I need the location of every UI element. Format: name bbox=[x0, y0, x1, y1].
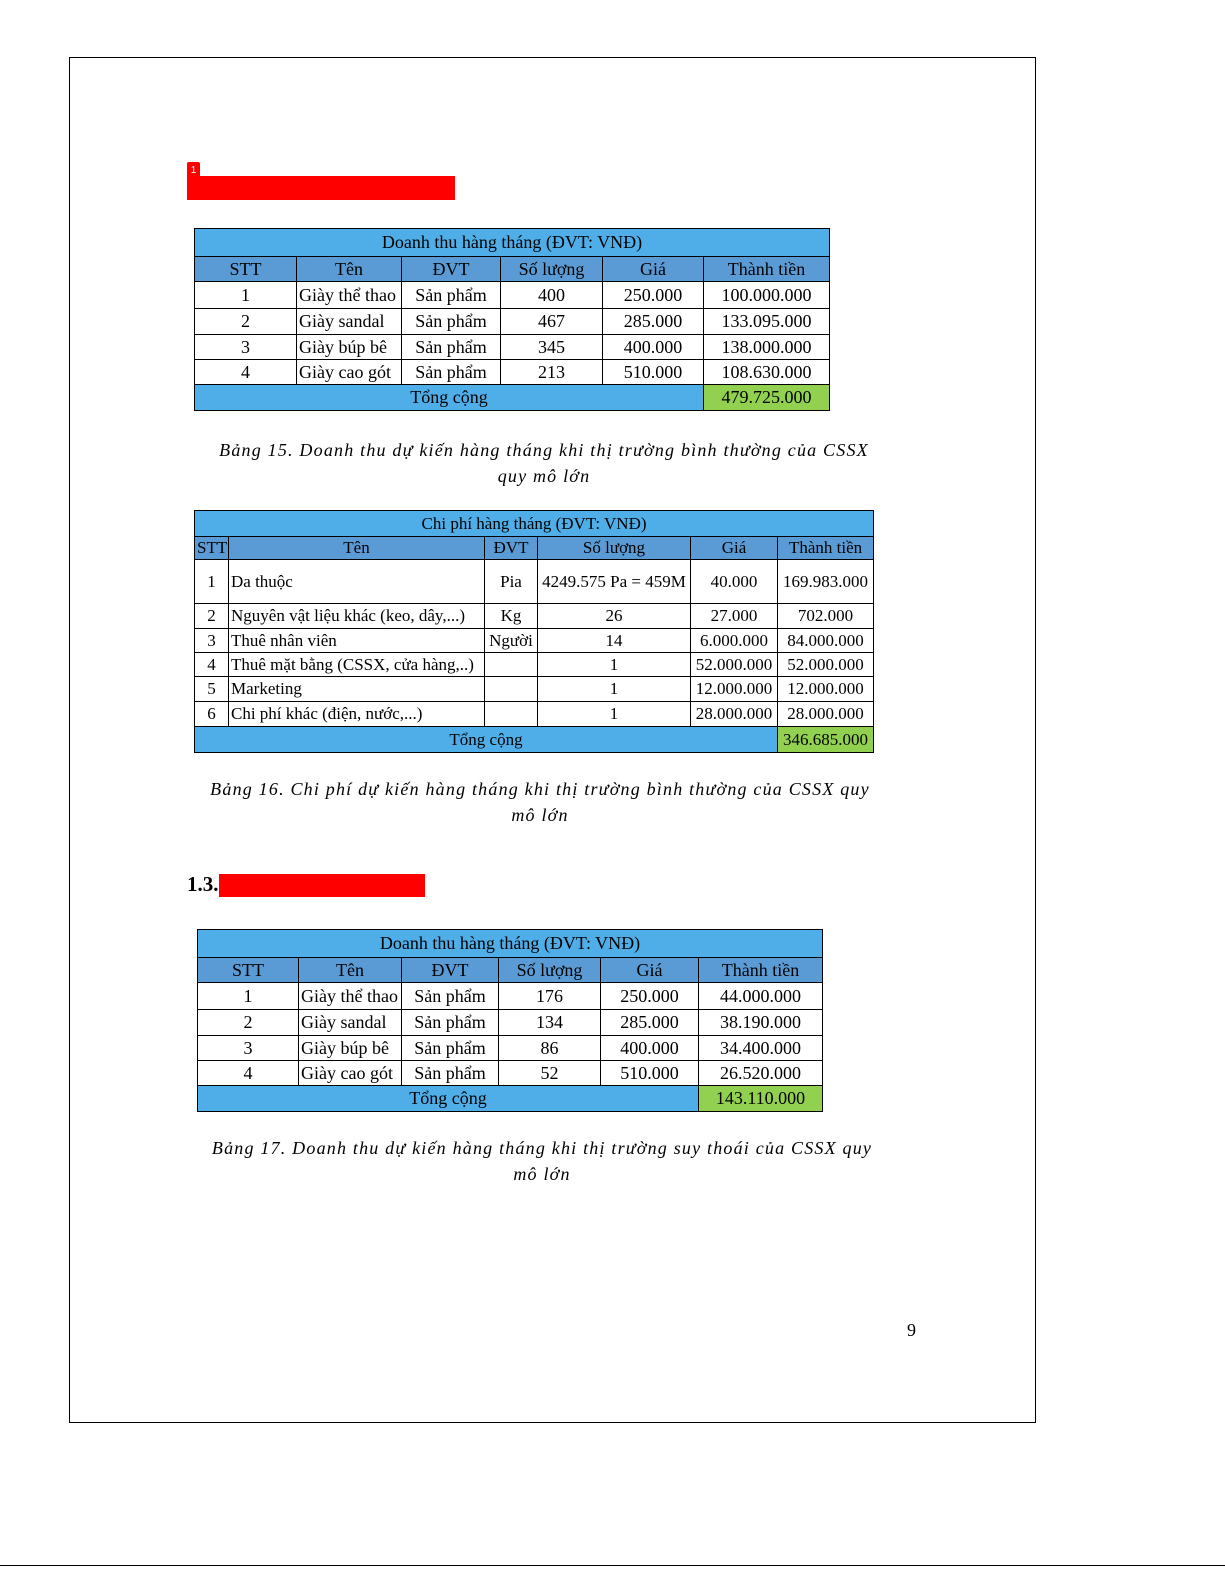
cell: 176 bbox=[499, 983, 601, 1010]
col-header: Tên bbox=[299, 958, 402, 983]
cell: Giày sandal bbox=[297, 309, 402, 335]
page-number: 9 bbox=[907, 1320, 916, 1340]
table-row bbox=[195, 282, 830, 309]
cell: Nguyên vật liệu khác (keo, dây,...) bbox=[229, 604, 485, 629]
cell: 52 bbox=[499, 1061, 601, 1086]
section-number: 1.3. bbox=[187, 872, 219, 896]
cell: 4249.575 Pa = 459M bbox=[538, 560, 691, 604]
caption-line: mô lớn bbox=[511, 805, 569, 825]
revenue-table-normal bbox=[194, 228, 830, 411]
table-caption bbox=[194, 437, 894, 489]
cell: 250.000 bbox=[603, 282, 704, 309]
total-value: 143.110.000 bbox=[699, 1086, 823, 1112]
cell: 133.095.000 bbox=[704, 309, 830, 335]
redacted-heading bbox=[187, 176, 455, 200]
table-row bbox=[195, 604, 874, 629]
cell: Sản phẩm bbox=[402, 1010, 499, 1036]
cell: 3 bbox=[195, 629, 229, 653]
cell: 2 bbox=[195, 604, 229, 629]
col-header: Tên bbox=[229, 537, 485, 560]
cell: 44.000.000 bbox=[699, 983, 823, 1010]
col-header: Giá bbox=[601, 958, 699, 983]
cost-table-normal bbox=[194, 510, 874, 753]
col-header: Giá bbox=[603, 257, 704, 282]
col-header: Thành tiền bbox=[704, 257, 830, 282]
cell: 6 bbox=[195, 702, 229, 727]
col-header: STT bbox=[195, 257, 297, 282]
total-value: 479.725.000 bbox=[704, 385, 830, 411]
total-label: Tổng cộng bbox=[195, 385, 704, 411]
table-row bbox=[195, 702, 874, 727]
col-header: Tên bbox=[297, 257, 402, 282]
table-row bbox=[195, 360, 830, 385]
table-row bbox=[195, 309, 830, 335]
cell: 138.000.000 bbox=[704, 335, 830, 360]
cell: 40.000 bbox=[691, 560, 778, 604]
cell: Sản phẩm bbox=[402, 983, 499, 1010]
cell: 84.000.000 bbox=[778, 629, 874, 653]
cell: Giày cao gót bbox=[299, 1061, 402, 1086]
col-header: ĐVT bbox=[402, 958, 499, 983]
cell: 467 bbox=[501, 309, 603, 335]
cell: 510.000 bbox=[603, 360, 704, 385]
cell: 38.190.000 bbox=[699, 1010, 823, 1036]
cell: Sản phẩm bbox=[402, 360, 501, 385]
col-header: Thành tiền bbox=[699, 958, 823, 983]
cell: Giày búp bê bbox=[299, 1036, 402, 1061]
table-row bbox=[195, 335, 830, 360]
cell: 1 bbox=[538, 653, 691, 677]
cell: 1 bbox=[195, 282, 297, 309]
cell: 27.000 bbox=[691, 604, 778, 629]
cell: 400.000 bbox=[601, 1036, 699, 1061]
cell bbox=[485, 653, 538, 677]
cell: Giày thể thao bbox=[297, 282, 402, 309]
cell: Sản phẩm bbox=[402, 335, 501, 360]
cell: 285.000 bbox=[603, 309, 704, 335]
caption-line: Bảng 15. Doanh thu dự kiến hàng tháng khi thị trường bình thường của CSSX bbox=[219, 440, 869, 460]
col-header: Số lượng bbox=[538, 537, 691, 560]
cell: Da thuộc bbox=[229, 560, 485, 604]
cell: Sản phẩm bbox=[402, 1036, 499, 1061]
caption-line: mô lớn bbox=[513, 1164, 571, 1184]
cell: 12.000.000 bbox=[691, 677, 778, 702]
cell: 169.983.000 bbox=[778, 560, 874, 604]
cell: Thuê nhân viên bbox=[229, 629, 485, 653]
table-row bbox=[198, 1061, 823, 1086]
cell: 86 bbox=[499, 1036, 601, 1061]
revenue-table-recession bbox=[197, 929, 823, 1112]
cell: Marketing bbox=[229, 677, 485, 702]
cell: 1 bbox=[538, 702, 691, 727]
cell: 345 bbox=[501, 335, 603, 360]
cell: 400 bbox=[501, 282, 603, 309]
cell: Người bbox=[485, 629, 538, 653]
cell: Thuê mặt bằng (CSSX, cửa hàng,..) bbox=[229, 653, 485, 677]
cell: 400.000 bbox=[603, 335, 704, 360]
page-divider bbox=[0, 1565, 1225, 1566]
cell: 213 bbox=[501, 360, 603, 385]
cell: 1 bbox=[198, 983, 299, 1010]
annotation-badge: 1 bbox=[187, 162, 200, 179]
cell: Sản phẩm bbox=[402, 1061, 499, 1086]
cell: 4 bbox=[195, 360, 297, 385]
cell: 34.400.000 bbox=[699, 1036, 823, 1061]
cell: 52.000.000 bbox=[691, 653, 778, 677]
table-title: Doanh thu hàng tháng (ĐVT: VNĐ) bbox=[198, 930, 823, 958]
cell: 108.630.000 bbox=[704, 360, 830, 385]
caption-line: Bảng 17. Doanh thu dự kiến hàng tháng khi thị trường suy thoái của CSSX quy bbox=[211, 1138, 873, 1158]
cell: 26.520.000 bbox=[699, 1061, 823, 1086]
table-row bbox=[198, 1010, 823, 1036]
table-caption bbox=[190, 776, 890, 828]
cell: Sản phẩm bbox=[402, 282, 501, 309]
table-caption bbox=[192, 1135, 892, 1187]
col-header: Số lượng bbox=[499, 958, 601, 983]
table-row bbox=[195, 677, 874, 702]
cell: 134 bbox=[499, 1010, 601, 1036]
table-row bbox=[198, 1036, 823, 1061]
col-header: Số lượng bbox=[501, 257, 603, 282]
cell: 28.000.000 bbox=[778, 702, 874, 727]
cell: 12.000.000 bbox=[778, 677, 874, 702]
col-header: STT bbox=[198, 958, 299, 983]
caption-line: Bảng 16. Chi phí dự kiến hàng tháng khi thị trường bình thường của CSSX quy bbox=[210, 779, 870, 799]
cell: 52.000.000 bbox=[778, 653, 874, 677]
col-header: ĐVT bbox=[485, 537, 538, 560]
col-header: ĐVT bbox=[402, 257, 501, 282]
cell: Giày cao gót bbox=[297, 360, 402, 385]
cell: 4 bbox=[198, 1061, 299, 1086]
cell: 510.000 bbox=[601, 1061, 699, 1086]
cell: Giày thể thao bbox=[299, 983, 402, 1010]
cell: 4 bbox=[195, 653, 229, 677]
cell: Giày búp bê bbox=[297, 335, 402, 360]
table-title: Doanh thu hàng tháng (ĐVT: VNĐ) bbox=[195, 229, 830, 257]
table-row bbox=[195, 653, 874, 677]
cell: Giày sandal bbox=[299, 1010, 402, 1036]
cell: 100.000.000 bbox=[704, 282, 830, 309]
cell: 26 bbox=[538, 604, 691, 629]
cell: 3 bbox=[198, 1036, 299, 1061]
cell: 6.000.000 bbox=[691, 629, 778, 653]
cell: 28.000.000 bbox=[691, 702, 778, 727]
cell: 2 bbox=[198, 1010, 299, 1036]
table-title: Chi phí hàng tháng (ĐVT: VNĐ) bbox=[195, 511, 874, 537]
table-row bbox=[195, 629, 874, 653]
cell: Sản phẩm bbox=[402, 309, 501, 335]
cell: 2 bbox=[195, 309, 297, 335]
total-label: Tổng cộng bbox=[198, 1086, 699, 1112]
cell: 3 bbox=[195, 335, 297, 360]
caption-line: quy mô lớn bbox=[497, 466, 591, 486]
cell: Kg bbox=[485, 604, 538, 629]
table-row bbox=[195, 560, 874, 604]
cell bbox=[485, 677, 538, 702]
total-value: 346.685.000 bbox=[778, 727, 874, 753]
cell: 5 bbox=[195, 677, 229, 702]
col-header: Giá bbox=[691, 537, 778, 560]
cell: 702.000 bbox=[778, 604, 874, 629]
cell: 285.000 bbox=[601, 1010, 699, 1036]
cell: Chi phí khác (điện, nước,...) bbox=[229, 702, 485, 727]
col-header: STT bbox=[195, 537, 229, 560]
cell: 1 bbox=[195, 560, 229, 604]
cell: Pia bbox=[485, 560, 538, 604]
total-label: Tổng cộng bbox=[195, 727, 778, 753]
redacted-heading bbox=[219, 874, 425, 897]
cell: 250.000 bbox=[601, 983, 699, 1010]
cell: 14 bbox=[538, 629, 691, 653]
table-row bbox=[198, 983, 823, 1010]
cell: 1 bbox=[538, 677, 691, 702]
cell bbox=[485, 702, 538, 727]
col-header: Thành tiền bbox=[778, 537, 874, 560]
